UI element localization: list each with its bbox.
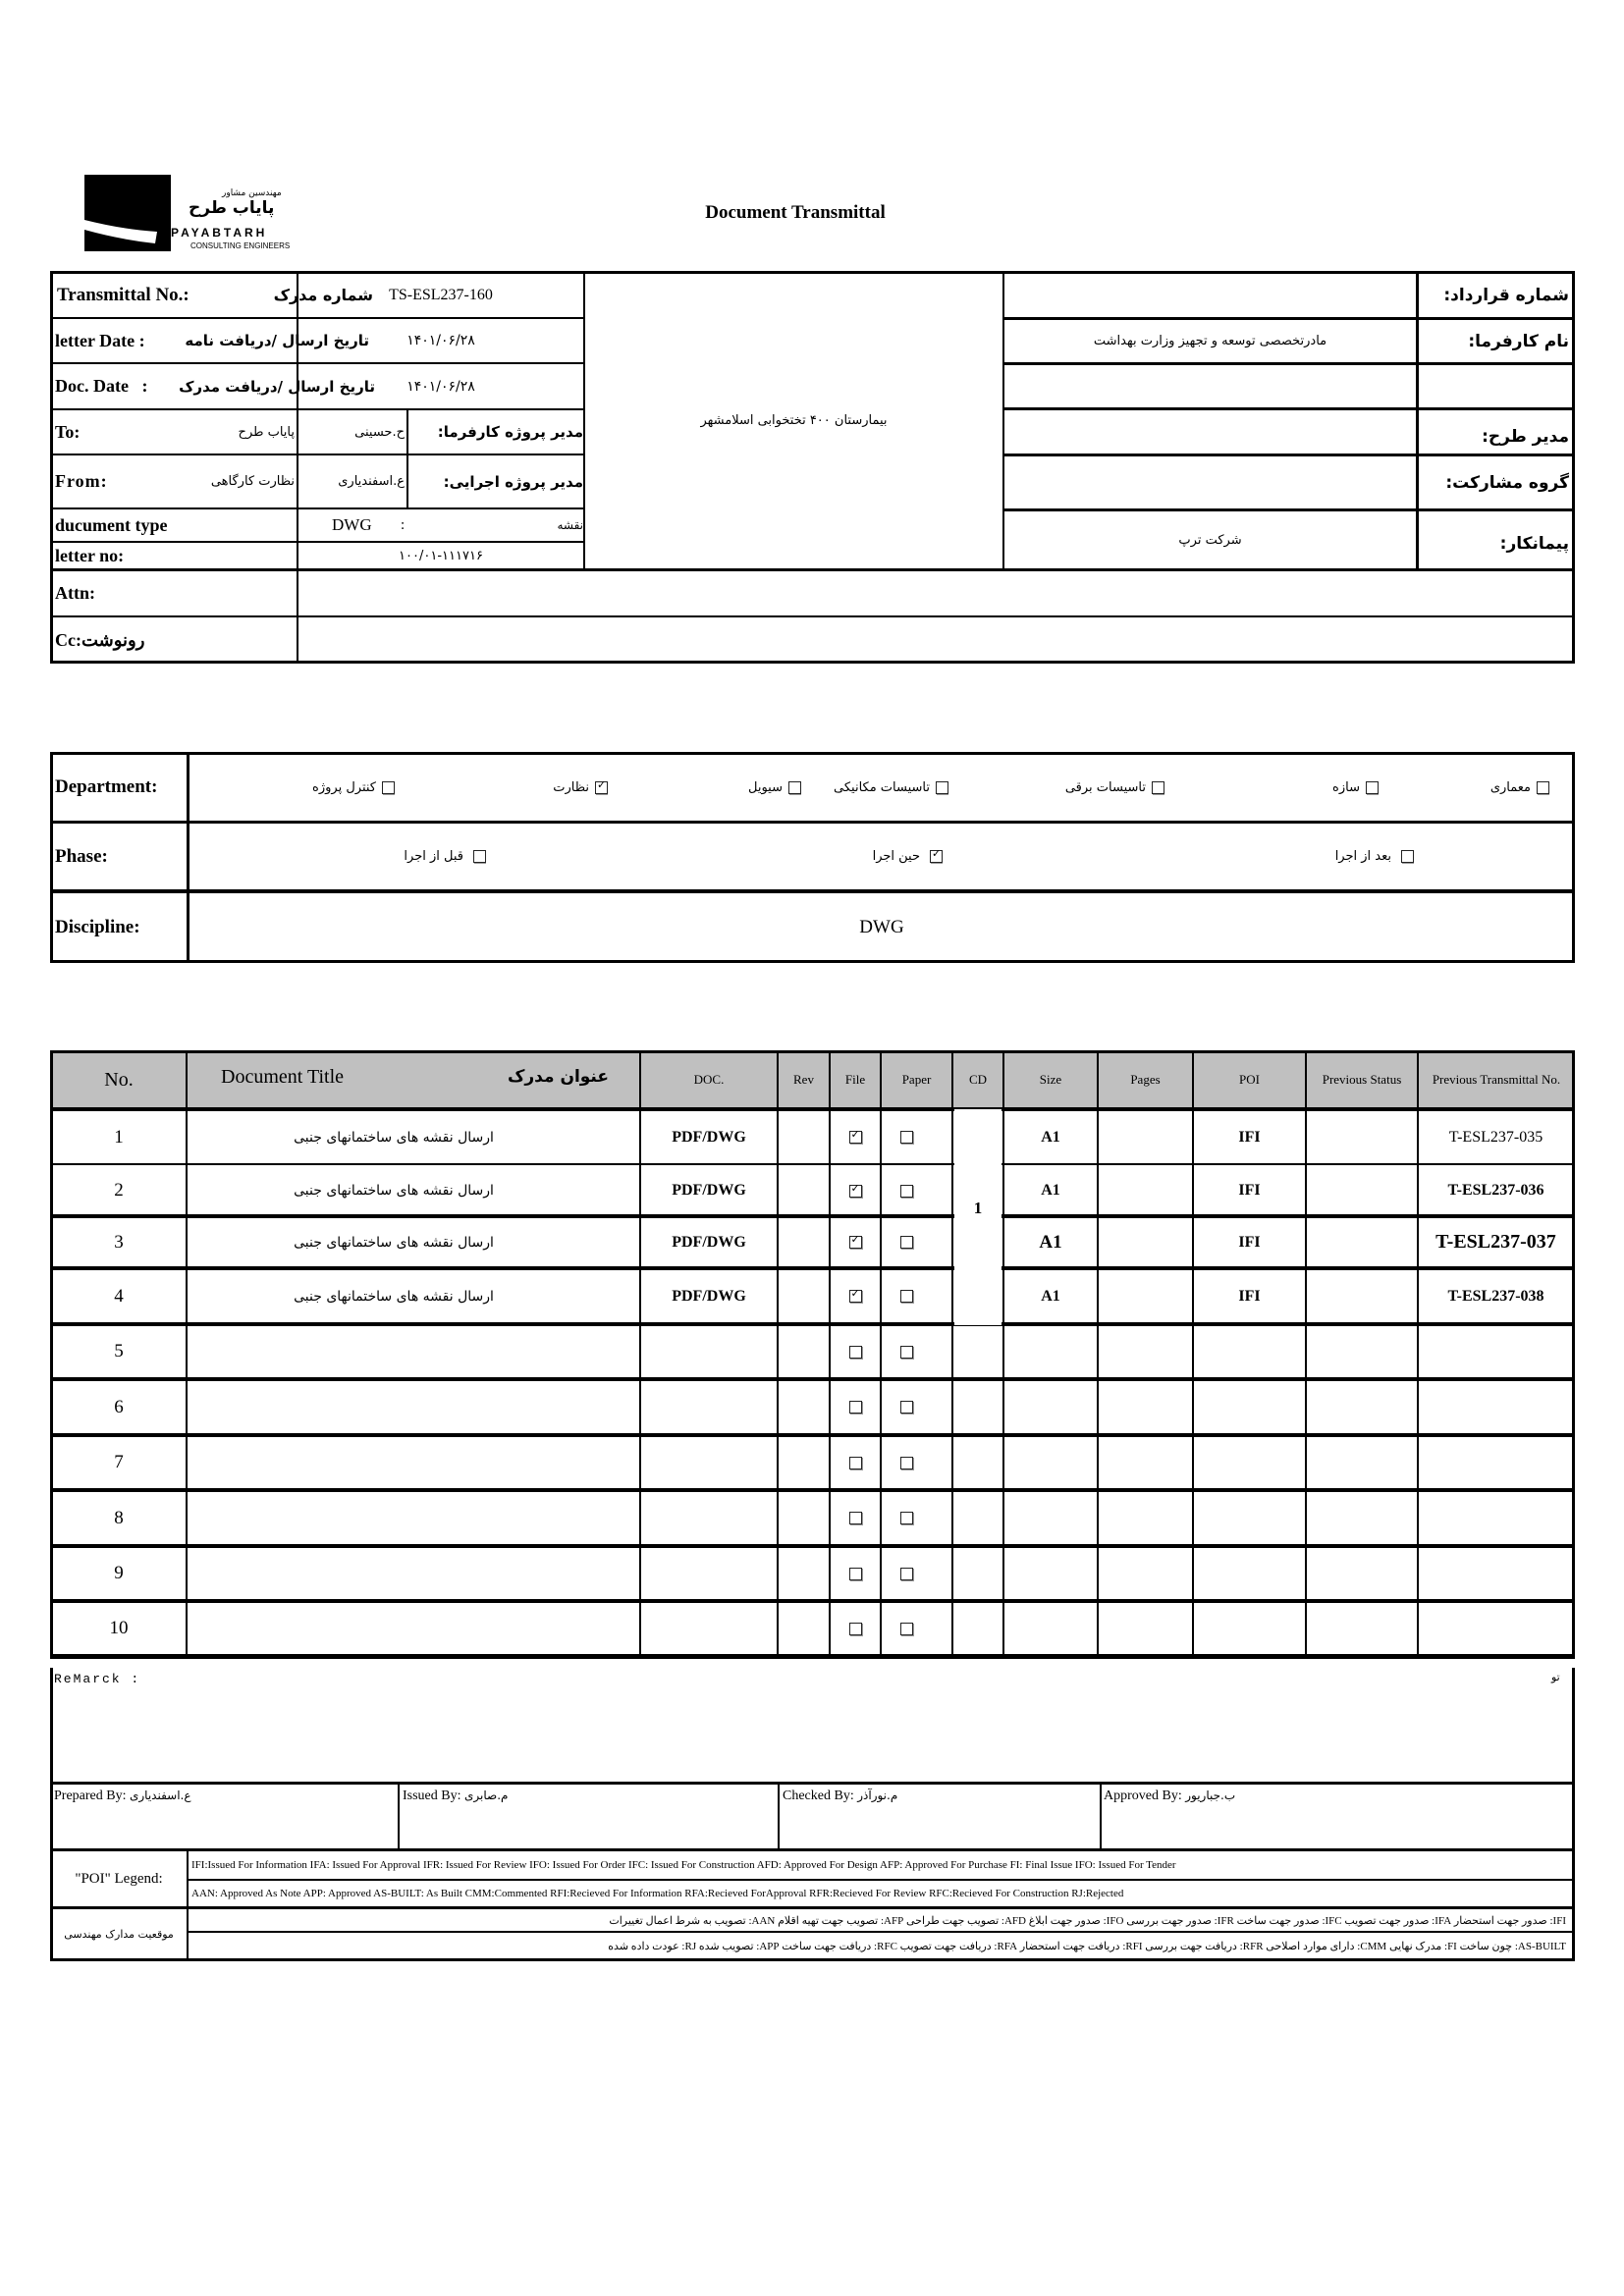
client-value: مادرتخصصی توسعه و تجهیز وزارت بهداشت	[1093, 334, 1327, 348]
checkbox-checked-icon[interactable]	[595, 781, 608, 794]
department-option-label: تاسیسات برقی	[1064, 779, 1146, 795]
checkbox-checked-icon[interactable]	[849, 1236, 862, 1249]
poi-legend-line-1: IFI:Issued For Information IFA: Issued For Approval IFR: Issued For Review IFO: Issued For Order IFC: Issued For Construction AFD: Approved For Design AFP: Approved For Purchase FI: Final Issue IFO: Issued For Tender	[191, 1859, 1176, 1871]
department-option[interactable]	[470, 754, 608, 821]
department-option[interactable]	[257, 754, 395, 821]
letter-no-value: ۱۰۰/۰۱-۱۱۱۷۱۶	[399, 548, 483, 563]
remark-label-fa: تو	[1551, 1671, 1560, 1683]
col-header-prev-transmittal: Previous Transmittal No.	[1432, 1072, 1561, 1087]
status-legend-line-2: AS-BUILT: چون ساخت FI: مدرک نهایی CMM: دارای موارد اصلاحی RFR: دریافت جهت بررسی RFI: دریافت جهت استحضار RFA: دریافت جهت تصویب RFC: دریافت جهت ساخت APP: تصویب شده RJ: عودت داده شده	[608, 1941, 1566, 1952]
client-pm-name: ح.حسینی	[354, 424, 405, 440]
transmittal-no-label: Transmittal No.:	[57, 284, 189, 305]
row-rev	[778, 1380, 830, 1434]
row-title	[187, 1491, 640, 1545]
row-doc	[640, 1325, 778, 1378]
cc-field[interactable]	[298, 617, 1573, 663]
row-pages	[1098, 1325, 1193, 1378]
row-doc: PDF/DWG	[672, 1287, 746, 1305]
row-rev	[778, 1325, 830, 1378]
row-poi	[1193, 1491, 1306, 1545]
prepared-by	[54, 1789, 191, 1804]
row-paper[interactable]	[881, 1166, 952, 1215]
row-size: A1	[1041, 1128, 1060, 1146]
row-prev-transmittal	[1418, 1380, 1574, 1434]
phase-option-label: حین اجرا	[872, 849, 920, 864]
row-paper[interactable]	[881, 1436, 952, 1489]
row-title: ارسال نقشه های ساختمانهای جنبی	[294, 1129, 494, 1146]
checkbox-icon[interactable]	[900, 1131, 913, 1144]
row-file[interactable]	[830, 1547, 881, 1600]
row-rev	[778, 1436, 830, 1489]
row-poi	[1193, 1380, 1306, 1434]
approved-by	[1104, 1789, 1235, 1804]
checkbox-icon[interactable]	[900, 1236, 913, 1249]
row-size	[1003, 1380, 1098, 1434]
row-size	[1003, 1547, 1098, 1600]
letter-date-label-fa: تاریخ ارسال /دریافت نامه	[185, 332, 369, 349]
row-pages	[1098, 1602, 1193, 1655]
col-header-size: Size	[1039, 1072, 1062, 1087]
col-header-poi: POI	[1239, 1072, 1260, 1087]
col-header-paper: Paper	[901, 1072, 932, 1087]
department-option[interactable]	[664, 754, 801, 821]
checkbox-icon[interactable]	[936, 781, 948, 794]
checkbox-icon[interactable]	[849, 1401, 862, 1414]
row-pages	[1098, 1436, 1193, 1489]
row-doc	[640, 1491, 778, 1545]
row-number: 8	[114, 1507, 124, 1528]
project-name: بیمارستان ۴۰۰ تختخوابی اسلامشهر	[700, 413, 888, 428]
partnership-label: گروه مشارکت:	[1445, 472, 1569, 493]
row-title: ارسال نقشه های ساختمانهای جنبی	[294, 1288, 494, 1305]
row-pages	[1098, 1217, 1193, 1267]
logo-latin-name: PAYABTARH	[171, 226, 268, 240]
col-header-cd: CD	[968, 1072, 988, 1087]
row-rev	[778, 1491, 830, 1545]
contract-no-value	[1004, 273, 1416, 317]
row-pages	[1098, 1491, 1193, 1545]
row-prev-status	[1306, 1166, 1418, 1215]
row-title	[187, 1380, 640, 1434]
cd-value: 1	[954, 1109, 1001, 1325]
page-title: Document Transmittal	[705, 202, 886, 223]
checkbox-icon[interactable]	[473, 850, 486, 863]
from-label: From:	[55, 471, 108, 491]
row-size: A1	[1039, 1231, 1062, 1253]
row-prev-status	[1306, 1325, 1418, 1378]
checkbox-icon[interactable]	[900, 1401, 913, 1414]
blank-label	[1419, 365, 1573, 407]
row-title	[187, 1547, 640, 1600]
logo-tagline: CONSULTING ENGINEERS	[190, 241, 291, 250]
row-number: 3	[114, 1231, 124, 1253]
row-paper[interactable]	[881, 1325, 952, 1378]
to-value: پایاب طرح	[238, 424, 295, 440]
status-legend-line-1: IFI: صدور جهت استحضار IFA: صدور جهت تصویب IFC: صدور جهت ساخت IFR: صدور جهت بررسی IFO: صدور جهت ابلاغ AFD: تصویب جهت طراحی AFP: تصویب جهت تهیه اقلام AAN: تصویب به شرط اعمال تغییرات	[609, 1914, 1566, 1927]
to-label: To:	[55, 421, 81, 442]
row-size	[1003, 1602, 1098, 1655]
row-title: ارسال نقشه های ساختمانهای جنبی	[294, 1183, 494, 1199]
row-rev	[778, 1217, 830, 1267]
phase-option[interactable]	[1276, 824, 1414, 889]
discipline-value: DWG	[859, 917, 904, 937]
col-header-doc: DOC.	[693, 1072, 725, 1087]
checkbox-icon[interactable]	[900, 1346, 913, 1359]
row-number: 4	[114, 1285, 124, 1307]
row-number: 2	[114, 1180, 124, 1201]
row-prev-status	[1306, 1602, 1418, 1655]
doc-type-label: ducument type	[55, 514, 168, 535]
checkbox-icon[interactable]	[849, 1346, 862, 1359]
row-prev-status	[1306, 1547, 1418, 1600]
row-rev	[778, 1547, 830, 1600]
exec-pm-name: ع.اسفندیاری	[338, 474, 405, 489]
approved-by-label: Approved By:	[1104, 1789, 1182, 1803]
row-paper[interactable]	[881, 1217, 952, 1267]
row-poi: IFI	[1238, 1233, 1261, 1251]
checkbox-icon[interactable]	[900, 1568, 913, 1580]
row-doc	[640, 1602, 778, 1655]
discipline-label: Discipline:	[55, 917, 140, 937]
doc-type-separator: :	[401, 516, 406, 533]
doc-date-label-fa: تاریخ ارسال /دریافت مدرک	[179, 377, 375, 396]
checkbox-icon[interactable]	[900, 1623, 913, 1635]
row-title	[187, 1325, 640, 1378]
checked-by-name: م.نورآذر	[857, 1789, 898, 1802]
row-prev-status	[1306, 1217, 1418, 1267]
project-manager-value	[1004, 410, 1416, 454]
row-rev	[778, 1269, 830, 1323]
row-poi	[1193, 1602, 1306, 1655]
transmittal-no-label-fa: شماره مدرک	[273, 286, 373, 304]
row-prev-transmittal	[1418, 1491, 1574, 1545]
department-option[interactable]	[811, 754, 948, 821]
checkbox-icon[interactable]	[1401, 850, 1414, 863]
row-size: A1	[1041, 1182, 1060, 1199]
checked-by-label: Checked By:	[783, 1789, 854, 1803]
cc-label: Cc:رونوشت	[55, 629, 145, 650]
contract-no-label: شماره قرارداد:	[1443, 285, 1569, 305]
row-number: 6	[114, 1396, 124, 1417]
row-paper[interactable]	[881, 1602, 952, 1655]
issued-by	[403, 1789, 508, 1804]
contractor-value: شرکت ترپ	[1178, 532, 1242, 548]
row-file[interactable]	[830, 1110, 881, 1164]
row-file[interactable]	[830, 1602, 881, 1655]
checkbox-icon[interactable]	[900, 1290, 913, 1303]
issued-by-name: م.صابری	[464, 1789, 509, 1802]
row-title	[187, 1436, 640, 1489]
col-header-rev: Rev	[793, 1072, 814, 1087]
checkbox-icon[interactable]	[849, 1512, 862, 1524]
department-option[interactable]	[1412, 754, 1549, 821]
row-prev-status	[1306, 1269, 1418, 1323]
checkbox-checked-icon[interactable]	[849, 1290, 862, 1303]
row-rev	[778, 1602, 830, 1655]
row-poi: IFI	[1238, 1182, 1261, 1199]
row-paper[interactable]	[881, 1269, 952, 1323]
row-rev	[778, 1166, 830, 1215]
row-file[interactable]	[830, 1436, 881, 1489]
department-option[interactable]	[1241, 754, 1379, 821]
checkbox-icon[interactable]	[849, 1623, 862, 1635]
checked-by	[783, 1789, 897, 1804]
row-prev-transmittal	[1418, 1547, 1574, 1600]
status-legend-label: موقعیت مدارک مهندسی	[64, 1928, 174, 1941]
phase-option-label: بعد از اجرا	[1334, 849, 1391, 864]
row-doc	[640, 1380, 778, 1434]
checkbox-icon[interactable]	[788, 781, 801, 794]
from-value: نظارت کارگاهی	[210, 474, 295, 489]
row-size: A1	[1041, 1287, 1060, 1305]
attn-field[interactable]	[298, 571, 1573, 615]
row-prev-status	[1306, 1380, 1418, 1434]
letter-date-label: letter Date :	[55, 330, 145, 350]
logo-persian-small: مهندسین مشاور	[222, 188, 282, 198]
row-prev-transmittal	[1418, 1325, 1574, 1378]
client-pm-label: مدیر پروژه کارفرما:	[437, 423, 583, 441]
prepared-by-label: Prepared By:	[54, 1789, 127, 1803]
row-paper[interactable]	[881, 1110, 952, 1164]
row-rev	[778, 1110, 830, 1164]
client-label: نام کارفرما:	[1468, 331, 1569, 351]
row-prev-transmittal	[1418, 1602, 1574, 1655]
checkbox-icon[interactable]	[1366, 781, 1379, 794]
approved-by-name: ب.جباریور	[1185, 1789, 1236, 1802]
row-poi	[1193, 1436, 1306, 1489]
department-option-label: کنترل پروژه	[312, 779, 376, 795]
remark-field[interactable]	[55, 1690, 1567, 1779]
row-title	[187, 1602, 640, 1655]
row-file[interactable]	[830, 1325, 881, 1378]
attn-label: Attn:	[55, 583, 95, 603]
department-label: Department:	[55, 776, 158, 797]
row-poi	[1193, 1547, 1306, 1600]
checkbox-icon[interactable]	[849, 1457, 862, 1469]
row-prev-transmittal: T-ESL237-035	[1448, 1128, 1543, 1146]
row-pages	[1098, 1269, 1193, 1323]
row-prev-transmittal	[1418, 1436, 1574, 1489]
department-option-label: نظارت	[553, 779, 589, 795]
phase-option-label: قبل از اجرا	[404, 849, 463, 864]
doc-type-fa: نقشه	[557, 518, 583, 532]
col-header-no: No.	[104, 1068, 134, 1091]
row-number: 5	[114, 1341, 124, 1362]
checkbox-icon[interactable]	[900, 1185, 913, 1198]
doc-type-value: DWG	[332, 515, 372, 534]
checkbox-checked-icon[interactable]	[930, 850, 943, 863]
department-option-label: سیویل	[748, 779, 783, 795]
phase-option[interactable]	[805, 824, 943, 889]
row-prev-transmittal: T-ESL237-036	[1447, 1182, 1544, 1199]
col-header-title-fa: عنوان مدرک	[507, 1067, 609, 1087]
row-number: 1	[114, 1126, 124, 1148]
checkbox-icon[interactable]	[900, 1457, 913, 1469]
col-header-pages: Pages	[1130, 1072, 1161, 1087]
row-paper[interactable]	[881, 1380, 952, 1434]
row-poi	[1193, 1325, 1306, 1378]
row-size	[1003, 1436, 1098, 1489]
checkbox-icon[interactable]	[1152, 781, 1164, 794]
checkbox-checked-icon[interactable]	[849, 1185, 862, 1198]
company-logo	[84, 175, 297, 255]
row-prev-status	[1306, 1491, 1418, 1545]
row-file[interactable]	[830, 1269, 881, 1323]
doc-date-label: Doc. Date :	[55, 376, 148, 396]
row-doc: PDF/DWG	[672, 1128, 746, 1146]
row-doc	[640, 1547, 778, 1600]
poi-legend-line-2: AAN: Approved As Note APP: Approved AS-BUILT: As Built CMM:Commented RFI:Recieved For Information RFA:Recieved ForApproval RFR:Recieved For Review RFC:Recieved For Construction RJ:Rejected	[191, 1888, 1124, 1899]
col-header-prev-status: Previous Status	[1322, 1072, 1402, 1087]
poi-legend-label: "POI" Legend:	[75, 1870, 163, 1887]
transmittal-no-value: TS-ESL237-160	[389, 286, 493, 303]
row-doc: PDF/DWG	[672, 1182, 746, 1199]
department-option-label: تاسیسات مکانیکی	[834, 779, 930, 795]
row-file[interactable]	[830, 1217, 881, 1267]
department-option-label: معماری	[1489, 779, 1531, 795]
exec-pm-label: مدیر پروژه اجرایی:	[443, 472, 583, 491]
row-paper[interactable]	[881, 1491, 952, 1545]
letter-no-label: letter no:	[55, 545, 125, 565]
row-prev-transmittal: T-ESL237-038	[1447, 1287, 1544, 1305]
remark-label: ReMarck :	[54, 1672, 141, 1686]
letter-date-value: ۱۴۰۱/۰۶/۲۸	[406, 333, 475, 348]
row-size	[1003, 1491, 1098, 1545]
department-option-label: سازه	[1332, 779, 1360, 795]
phase-option[interactable]	[349, 824, 486, 889]
row-poi: IFI	[1238, 1128, 1261, 1146]
logo-persian-name: پایاب طرح	[189, 198, 275, 218]
checkbox-icon[interactable]	[382, 781, 395, 794]
row-paper[interactable]	[881, 1547, 952, 1600]
row-size	[1003, 1325, 1098, 1378]
row-number: 7	[114, 1452, 124, 1472]
row-file[interactable]	[830, 1380, 881, 1434]
issued-by-label: Issued By:	[403, 1789, 461, 1803]
row-number: 10	[109, 1618, 129, 1638]
row-prev-status	[1306, 1110, 1418, 1164]
col-header-file: File	[844, 1072, 866, 1087]
row-prev-transmittal: T-ESL237-037	[1435, 1231, 1556, 1253]
row-pages	[1098, 1380, 1193, 1434]
prepared-by-name: ع.اسفندیاری	[129, 1789, 191, 1802]
checkbox-checked-icon[interactable]	[849, 1131, 862, 1144]
row-file[interactable]	[830, 1166, 881, 1215]
checkbox-icon[interactable]	[1537, 781, 1549, 794]
row-title: ارسال نقشه های ساختمانهای جنبی	[294, 1234, 494, 1251]
department-option[interactable]	[1027, 754, 1164, 821]
checkbox-icon[interactable]	[849, 1568, 862, 1580]
blank-value	[1004, 365, 1416, 407]
row-poi: IFI	[1238, 1287, 1261, 1305]
checkbox-icon[interactable]	[900, 1512, 913, 1524]
contractor-label: پیمانکار:	[1499, 534, 1569, 554]
row-doc: PDF/DWG	[672, 1233, 746, 1251]
row-prev-status	[1306, 1436, 1418, 1489]
row-pages	[1098, 1547, 1193, 1600]
row-pages	[1098, 1166, 1193, 1215]
row-pages	[1098, 1110, 1193, 1164]
row-number: 9	[114, 1563, 124, 1583]
partnership-value	[1004, 456, 1416, 508]
project-manager-label: مدیر طرح:	[1482, 427, 1569, 447]
logo-mark-icon	[84, 175, 171, 251]
doc-date-value: ۱۴۰۱/۰۶/۲۸	[406, 378, 475, 395]
col-header-title-en: Document Title	[221, 1065, 345, 1088]
row-file[interactable]	[830, 1491, 881, 1545]
row-doc	[640, 1436, 778, 1489]
phase-label: Phase:	[55, 845, 108, 867]
